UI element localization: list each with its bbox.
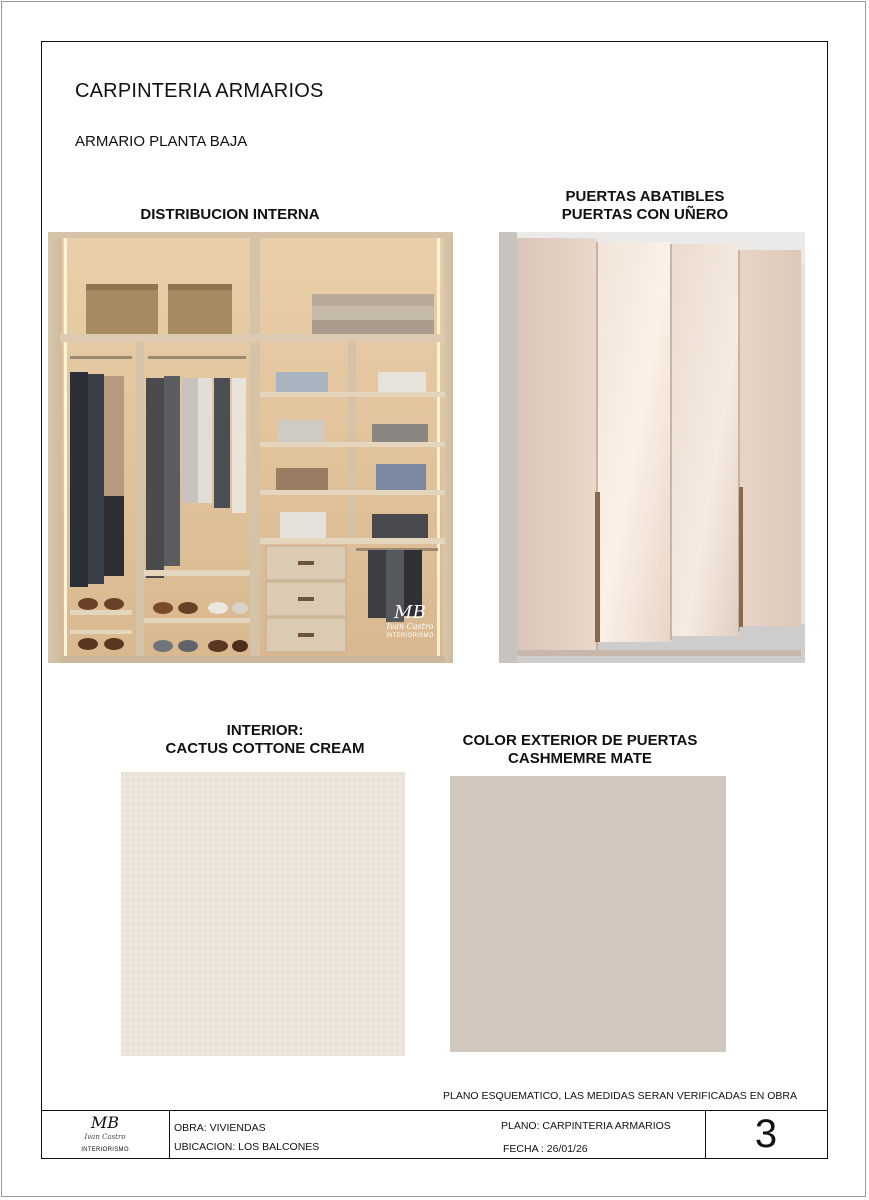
internal-distribution-caption: DISTRIBUCION INTERNA: [140, 206, 320, 223]
sheet-number: 3: [754, 1112, 778, 1156]
title-block-divider: [169, 1111, 170, 1158]
wardrobe-interior-image: [48, 232, 453, 663]
title-block-logo: [41, 1111, 169, 1158]
schematic-note: PLANO ESQUEMATICO, LAS MEDIDAS SERAN VERIFICADAS EN OBRA: [443, 1090, 797, 1102]
title-block: [41, 1110, 828, 1159]
interior-caption-line1: INTERIOR:: [226, 722, 304, 739]
exterior-caption-line2: CASHMEMRE MATE: [508, 750, 652, 767]
exterior-caption-line1: COLOR EXTERIOR DE PUERTAS: [462, 732, 698, 749]
title-block-logo-signature: Ivan Castro: [84, 1133, 126, 1141]
doors-caption-line2: PUERTAS CON UÑERO: [561, 206, 729, 223]
interior-caption-line2: CACTUS COTTONE CREAM: [165, 740, 365, 757]
interior-color-swatch: [121, 772, 405, 1056]
sheet-subtitle: ARMARIO PLANTA BAJA: [75, 133, 248, 150]
watermark-logo: [370, 604, 450, 640]
exterior-color-swatch: [450, 776, 726, 1052]
watermark-signature: Ivan Castro: [386, 622, 434, 631]
sheet-title: CARPINTERIA ARMARIOS: [75, 80, 324, 102]
fecha-field: FECHA : 26/01/26: [503, 1143, 588, 1155]
watermark-logo-mark: MB: [394, 602, 426, 623]
watermark-label: INTERIORISMO: [386, 633, 434, 639]
wardrobe-doors-image: [499, 232, 805, 663]
title-block-logo-mark: MB: [90, 1113, 120, 1132]
interior-finish-caption: [120, 722, 410, 758]
obra-field: OBRA: VIVIENDAS: [174, 1122, 266, 1134]
exterior-color-caption: [440, 732, 720, 768]
plano-field: PLANO: CARPINTERIA ARMARIOS: [501, 1120, 671, 1132]
doors-caption: [520, 188, 770, 224]
ubicacion-field: UBICACION: LOS BALCONES: [174, 1141, 320, 1153]
doors-caption-line1: PUERTAS ABATIBLES: [565, 188, 725, 205]
title-block-divider: [705, 1111, 706, 1158]
title-block-logo-label: INTERIORISMO: [81, 1147, 129, 1153]
